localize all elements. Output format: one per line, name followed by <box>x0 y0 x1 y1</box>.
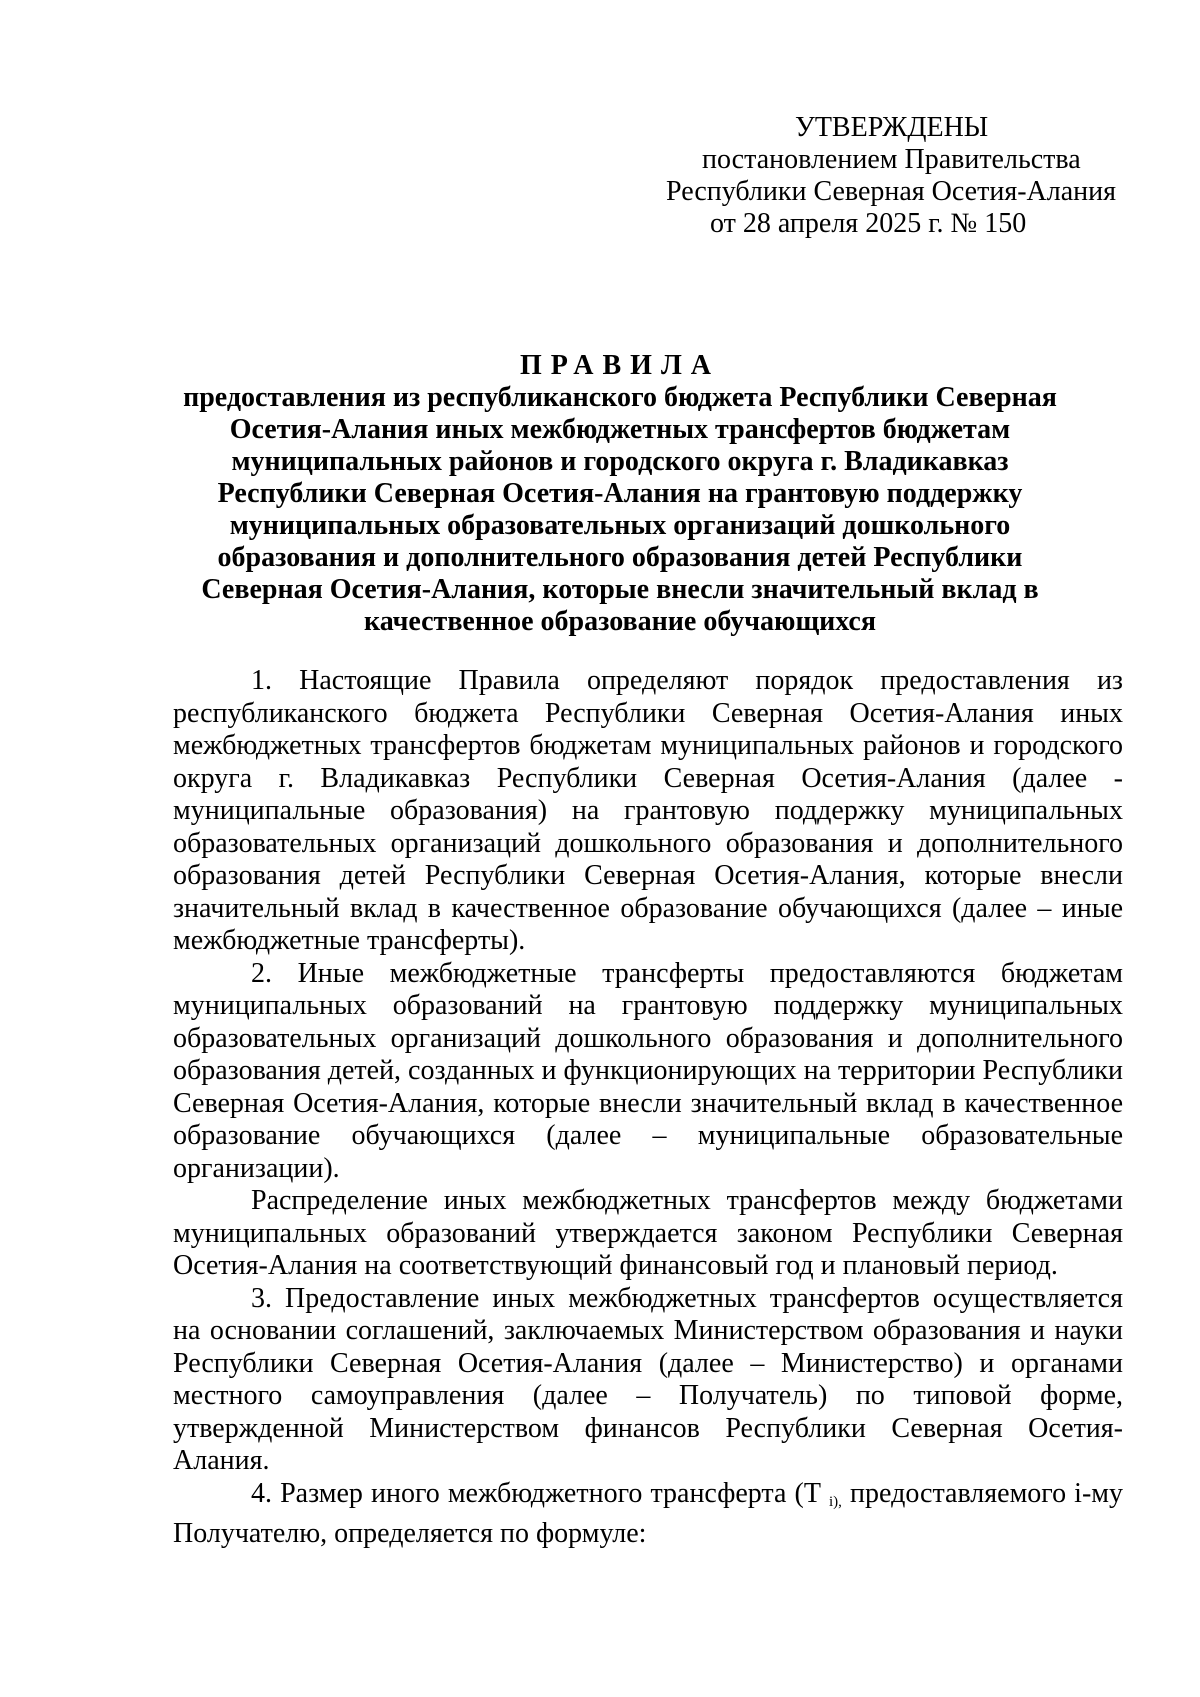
document-title <box>160 350 1080 638</box>
formula-subscript: i), <box>829 1493 842 1510</box>
title-line: образования и дополнительного образования детей Республики <box>217 542 1023 573</box>
title-line: Северная Осетия-Алания, которые внесли значительный вклад в <box>201 574 1039 605</box>
paragraph-4 <box>173 1478 1123 1551</box>
title-heading: ПРАВИЛА <box>519 350 721 381</box>
title-line: муниципальных образовательных организаций дошкольного <box>229 510 1011 541</box>
document-body <box>173 665 1123 1551</box>
approval-line-date-number: от 28 апреля 2025 г. № 150 <box>710 208 1027 239</box>
approval-line-approved: УТВЕРЖДЕНЫ <box>795 112 989 143</box>
paragraph-4-start: 4. Размер иного межбюджетного трансферта (Т <box>251 1477 830 1509</box>
title-line: Республики Северная Осетия-Алания на грантовую поддержку <box>217 478 1023 509</box>
approval-line-republic: Республики Северная Осетия-Алания <box>666 176 1116 207</box>
paragraph-2: 2. Иные межбюджетные трансферты предоставляются бюджетам муниципальных образований на грантовую поддержку муниципальных образовательных организаций дошкольного образования и дополнительного образования детей, созданных и функционирующих на территории Республики Северная Осетия-Алания, которые внесли значительный вклад в качественное образование обучающихся (далее – муниципальные образовательные организации). <box>173 957 1123 1184</box>
title-line: муниципальных районов и городского округа г. Владикавказ <box>231 446 1009 477</box>
title-line: предоставления из республиканского бюджета Республики Северная <box>183 382 1057 413</box>
approval-line-resolution: постановлением Правительства <box>702 144 1081 175</box>
approval-stamp <box>620 112 1140 240</box>
paragraph-distribution: Распределение иных межбюджетных трансфертов между бюджетами муниципальных образований утверждается законом Республики Северная Осетия-Алания на соответствующий финансовый год и плановый период. <box>173 1185 1123 1281</box>
paragraph-3: 3. Предоставление иных межбюджетных трансфертов осуществляется на основании соглашений, заключаемых Министерством образования и науки Республики Северная Осетия-Алания (далее – Министерство) и органами местного самоуправления (далее – Получатель) по типовой форме, утвержденной Министерством финансов Республики Северная Осетия-Алания. <box>173 1282 1123 1476</box>
paragraph-4-end: предоставляемого i-му Получателю, определяется по формуле: <box>173 1477 1123 1549</box>
paragraph-1: 1. Настоящие Правила определяют порядок предоставления из республиканского бюджета Республики Северная Осетия-Алания иных межбюджетных трансфертов бюджетам муниципальных районов и городского округа г. Владикавказ Республики Северная Осетия-Алания (далее - муниципальные образования) на грантовую поддержку муниципальных образовательных организаций дошкольного образования и дополнительного образования детей Республики Северная Осетия-Алания, которые внесли значительный вклад в качественное образование обучающихся (далее – иные межбюджетные трансферты). <box>173 665 1123 956</box>
title-line: качественное образование обучающихся <box>363 606 876 637</box>
title-line: Осетия-Алания иных межбюджетных трансфертов бюджетам <box>229 414 1011 445</box>
